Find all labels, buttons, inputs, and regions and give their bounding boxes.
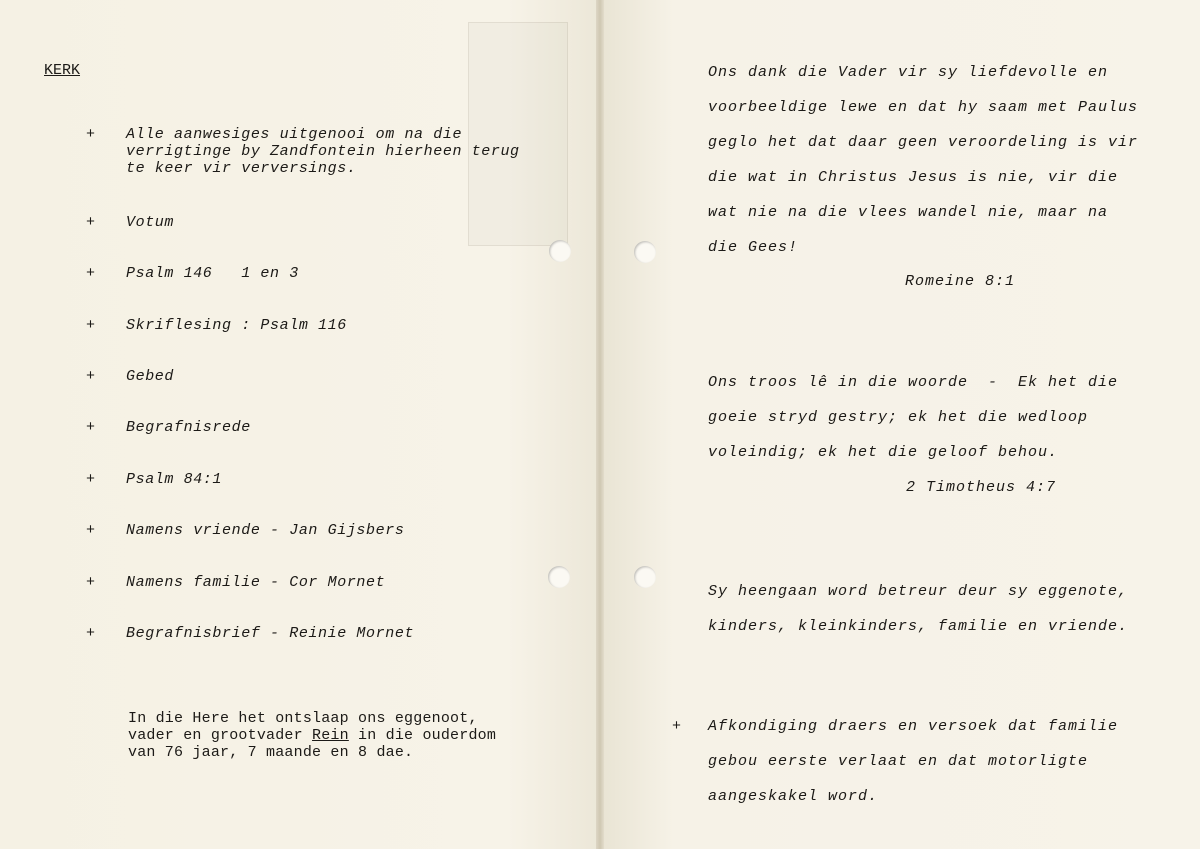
paragraph-line: Ons dank die Vader vir sy liefdevolle en — [708, 64, 1109, 81]
bullet-plus: + — [86, 522, 96, 539]
punch-hole — [548, 566, 570, 588]
program-item-text: Begrafnisbrief - Reinie Mornet — [126, 625, 415, 642]
paragraph-line: wat nie na die vlees wandel nie, maar na — [708, 204, 1109, 221]
paragraph-line: voleindig; ek het die geloof behou. — [708, 444, 1059, 461]
closing-line — [128, 727, 568, 744]
scripture-reference: Romeine 8:1 — [905, 273, 1016, 290]
program-item-text: Gebed — [126, 368, 175, 385]
bullet-plus: + — [86, 471, 96, 488]
paragraph-line: Ons troos lê in die woorde - Ek het die — [708, 374, 1119, 391]
announcement-paragraph — [708, 718, 1168, 823]
paragraph-line: die Gees! — [708, 239, 799, 256]
bullet-plus: + — [86, 317, 96, 334]
comfort-paragraph — [708, 374, 1168, 479]
bullet-plus: + — [86, 214, 96, 231]
program-item-text — [126, 126, 566, 177]
punch-hole — [634, 566, 656, 588]
bullet-plus: + — [86, 368, 96, 385]
program-item-text: Namens vriende - Jan Gijsbers — [126, 522, 405, 539]
program-item-line: Alle aanwesiges uitgenooi om na die — [126, 126, 463, 143]
closing-line: van 76 jaar, 7 maande en 8 dae. — [128, 744, 414, 761]
bullet-plus: + — [86, 419, 96, 436]
program-item-text: Psalm 146 1 en 3 — [126, 265, 299, 282]
program-item-text: Votum — [126, 214, 175, 231]
program-item-text: Namens familie - Cor Mornet — [126, 574, 386, 591]
program-item-line: verrigtinge by Zandfontein hierheen terug — [126, 143, 520, 160]
paragraph-line: kinders, kleinkinders, familie en vriende. — [708, 618, 1129, 635]
paragraph-line: geglo het dat daar geen veroordeling is vir — [708, 134, 1139, 151]
closing-line: In die Here het ontslaap ons eggenoot, — [128, 710, 478, 727]
bullet-plus: + — [86, 625, 96, 642]
paragraph-line: aangeskakel word. — [708, 788, 879, 805]
program-item-line: te keer vir verversings. — [126, 160, 357, 177]
deceased-name: Rein — [312, 727, 349, 744]
bullet-plus: + — [86, 265, 96, 282]
program-item-text: Psalm 84:1 — [126, 471, 223, 488]
program-item-text: Begrafnisrede — [126, 419, 251, 436]
closing-line-text: in die ouderdom — [348, 727, 497, 744]
obituary-closing — [128, 710, 568, 761]
bullet-plus: + — [86, 574, 96, 591]
mourning-paragraph — [708, 583, 1168, 653]
bullet-plus: + — [86, 126, 96, 143]
paragraph-line: Sy heengaan word betreur deur sy eggenote, — [708, 583, 1129, 600]
thanksgiving-paragraph — [708, 64, 1168, 274]
paragraph-line: gebou eerste verlaat en dat motorligte — [708, 753, 1089, 770]
punch-hole — [634, 241, 656, 263]
paragraph-line: voorbeeldige lewe en dat hy saam met Paulus — [708, 99, 1139, 116]
paragraph-line: goeie stryd gestry; ek het die wedloop — [708, 409, 1089, 426]
paragraph-line: Afkondiging draers en versoek dat familie — [708, 718, 1119, 735]
punch-hole — [549, 240, 571, 262]
section-heading: KERK — [44, 62, 81, 79]
paragraph-line: die wat in Christus Jesus is nie, vir die — [708, 169, 1119, 186]
scripture-reference: 2 Timotheus 4:7 — [906, 479, 1057, 496]
closing-line-text: vader en grootvader — [128, 727, 313, 744]
program-item-text: Skriflesing : Psalm 116 — [126, 317, 347, 334]
bullet-plus: + — [672, 718, 683, 735]
page-fold — [596, 0, 604, 849]
